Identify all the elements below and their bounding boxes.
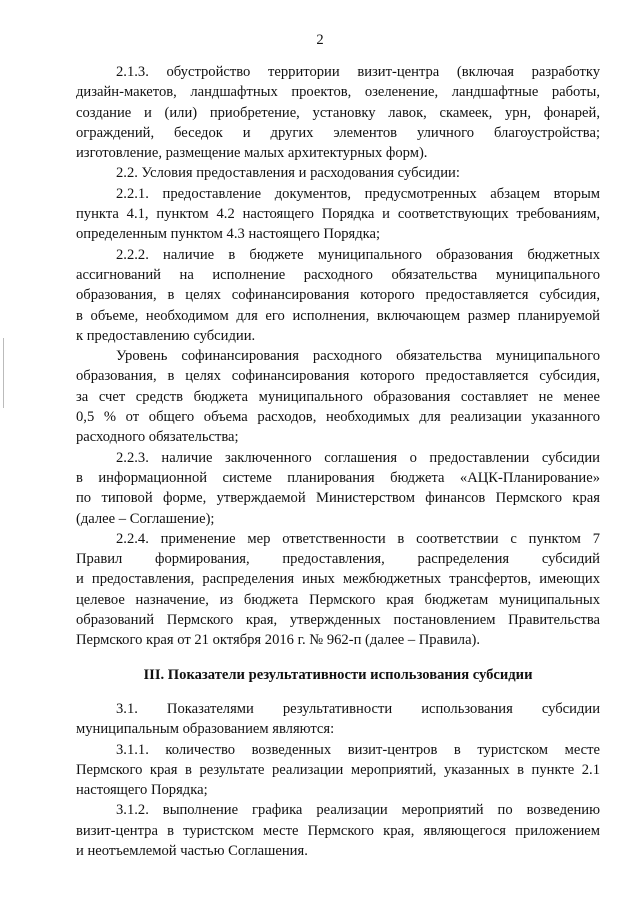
text-line: целевое назначение, из бюджета Пермского края бюджетам муниципальных — [76, 591, 600, 608]
text-line: образования, в целях софинансирования которого предоставляется субсидия, — [76, 368, 600, 385]
text-line: по типовой форме, утверждаемой Министерством финансов Пермского края — [76, 490, 600, 507]
text-line: создание и (или) приобретение, установку лавок, скамеек, урн, фонарей, — [76, 104, 600, 121]
text-line: пункта 4.1, пунктом 4.2 настоящего Порядка и соответствующих требованиям, — [76, 206, 600, 223]
text-line: расходного обязательства; — [76, 429, 239, 446]
page-number: 2 — [316, 32, 324, 48]
text-line: 3.1.1. количество возведенных визит-центров в туристском месте — [116, 741, 600, 758]
text-line: Пермского края от 21 октября 2016 г. № 962-п (далее – Правила). — [76, 632, 481, 649]
text-line: 2.2.1. предоставление документов, предусмотренных абзацем вторым — [116, 185, 600, 202]
section-3-body — [76, 699, 600, 861]
text-line: ассигнований на исполнение расходного обязательства муниципального — [76, 266, 600, 283]
text-line: 3.1. Показателями результативности использования субсидии — [116, 700, 600, 717]
text-line: определенным пунктом 4.3 настоящего Порядка; — [76, 226, 381, 243]
text-line: за счет средств бюджета муниципального образования составляет не менее — [76, 388, 600, 405]
text-line: визит-центра в туристском месте Пермского края, являющегося приложением — [76, 822, 600, 839]
section-2-body — [76, 62, 600, 651]
text-line: 2.1.3. обустройство территории визит-центра (включая разработку — [116, 64, 600, 80]
margin-line — [3, 338, 4, 408]
text-line: и предоставления, распределения иных межбюджетных трансфертов, имеющих — [76, 571, 600, 588]
text-line: 3.1.2. выполнение графика реализации мероприятий по возведению — [116, 802, 600, 819]
text-line: в объеме, необходимом для его исполнения, включающем размер планируемой — [76, 307, 600, 324]
text-line: к предоставлению субсидии. — [76, 327, 256, 344]
section-heading: III. Показатели результативности использования субсидии — [143, 666, 533, 683]
text-line: 2.2.2. наличие в бюджете муниципального образования бюджетных — [116, 246, 600, 263]
text-line: дизайн-макетов, ландшафтных проектов, озеленение, ландшафтные работы, — [76, 84, 600, 101]
text-line: Пермского края в результате реализации мероприятий, указанных в пункте 2.1 — [76, 761, 600, 778]
text-line: ограждений, беседок и других элементов уличного благоустройства; — [76, 124, 600, 141]
text-line: настоящего Порядка; — [76, 782, 208, 799]
text-line: муниципальным образованием являются: — [76, 721, 335, 738]
text-line: образований Пермского края, утвержденных постановлением Правительства — [76, 612, 600, 629]
text-line: 2.2.3. наличие заключенного соглашения о предоставлении субсидии — [116, 449, 600, 466]
text-line: 0,5 % от общего объема расходов, необходимых для реализации указанного — [76, 409, 600, 426]
text-line: Уровень софинансирования расходного обязательства муниципального — [116, 348, 600, 365]
text-line: образования, в целях софинансирования которого предоставляется субсидия, — [76, 287, 600, 304]
text-line: (далее – Соглашение); — [76, 510, 215, 527]
text-line: в информационной системе планирования бюджета «АЦК-Планирование» — [76, 469, 600, 486]
text-line: и неотъемлемой частью Соглашения. — [76, 842, 308, 859]
text-line: изготовление, размещение малых архитектурных форм). — [76, 145, 428, 162]
document-body — [76, 62, 600, 861]
text-line: Правил формирования, предоставления, распределения субсидий — [76, 551, 600, 568]
text-line: 2.2. Условия предоставления и расходования субсидии: — [116, 165, 460, 182]
text-line: 2.2.4. применение мер ответственности в соответствии с пунктом 7 — [116, 530, 600, 547]
